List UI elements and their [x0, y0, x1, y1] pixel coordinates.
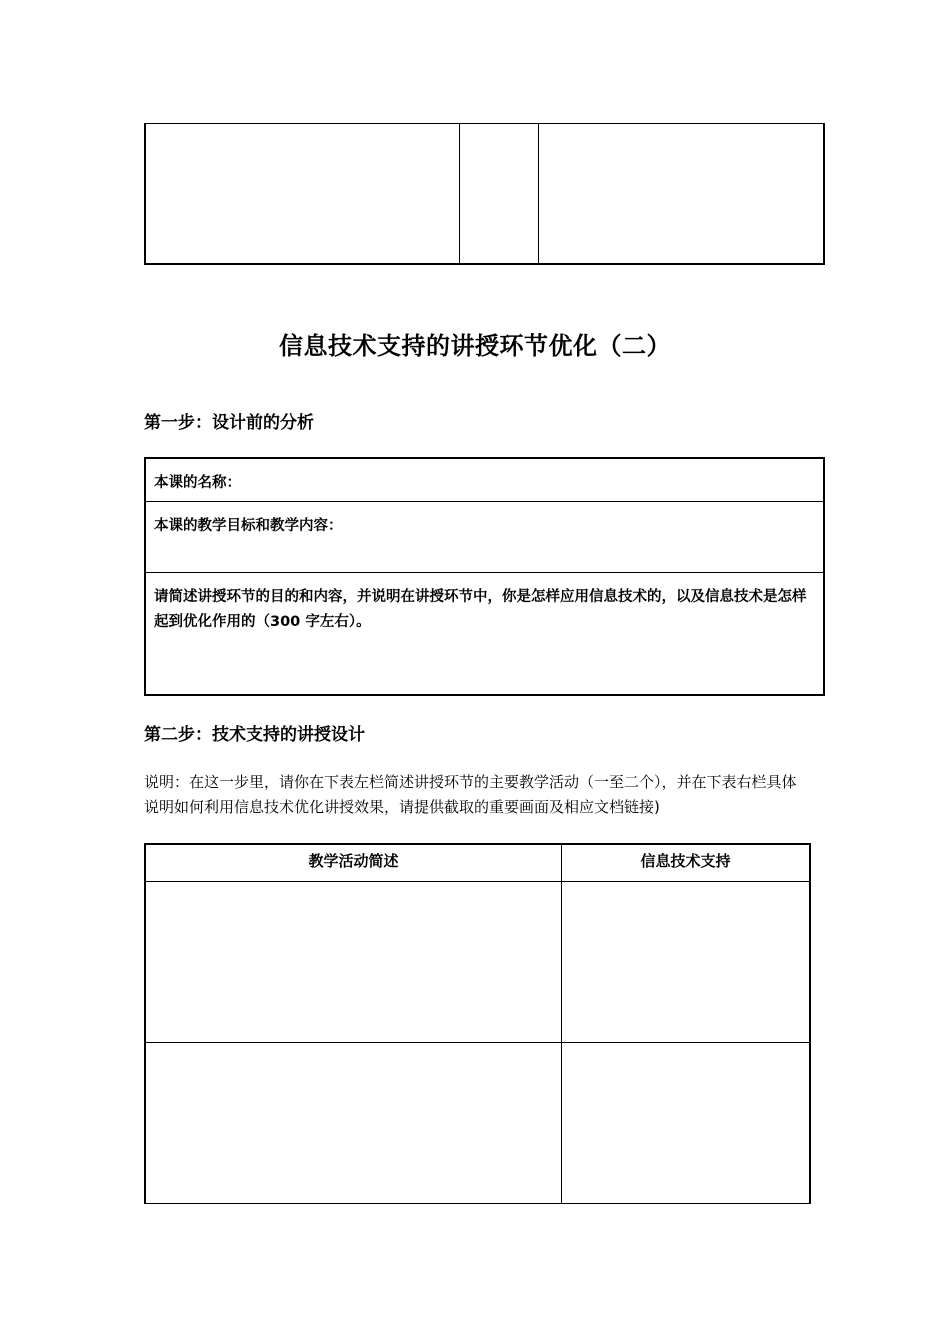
analysis-table	[144, 457, 825, 696]
step2-instructions: 说明：在这一步里，请你在下表左栏简述讲授环节的主要教学活动（一至二个），并在下表右栏具体说明如何利用信息技术优化讲授效果，请提供截取的重要画面及相应文档链接)	[144, 773, 797, 816]
lecture-description-label: 请简述讲授环节的目的和内容，并说明在讲授环节中，你是怎样应用信息技术的，以及信息技术是怎样起到优化作用的（300 字左右）。	[154, 589, 807, 630]
table-cell[interactable]	[539, 124, 823, 263]
column-header-tech-support: 信息技术支持	[640, 852, 731, 870]
lesson-name-row[interactable]	[146, 459, 823, 502]
activity-cell[interactable]	[146, 1043, 561, 1203]
step1-heading: 第一步：设计前的分析	[144, 413, 314, 433]
activity-cell[interactable]	[146, 882, 561, 1042]
teaching-goals-label: 本课的教学目标和教学内容：	[154, 518, 343, 534]
column-header-activity: 教学活动简述	[308, 852, 399, 870]
document-title: 信息技术支持的讲授环节优化（二）	[279, 332, 671, 360]
design-table	[144, 843, 811, 1204]
top-continuation-table	[144, 123, 825, 265]
teaching-goals-row[interactable]	[146, 502, 823, 573]
table-cell[interactable]	[460, 124, 538, 263]
step2-heading: 第二步：技术支持的讲授设计	[144, 725, 365, 745]
tech-support-cell[interactable]	[562, 1043, 809, 1203]
lesson-name-label: 本课的名称：	[154, 475, 241, 491]
tech-support-cell[interactable]	[562, 882, 809, 1042]
lecture-description-row[interactable]	[146, 573, 823, 694]
table-cell[interactable]	[146, 124, 459, 263]
